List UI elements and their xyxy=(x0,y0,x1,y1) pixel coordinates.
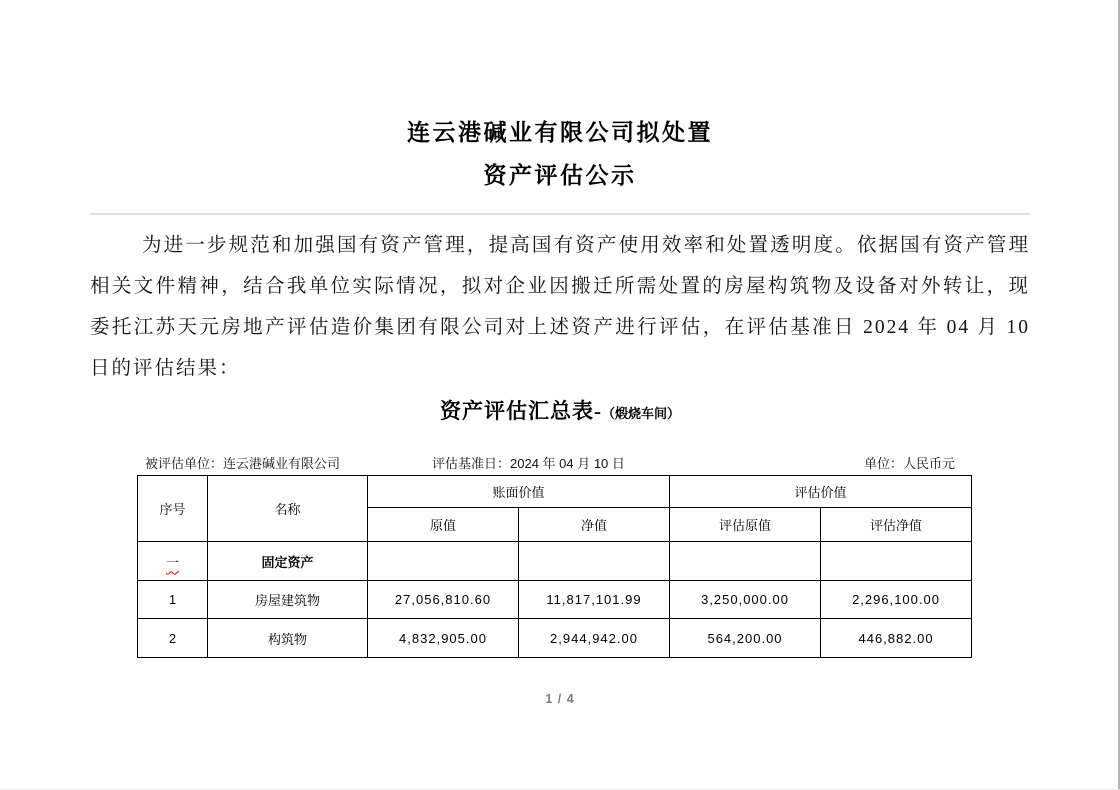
table-row xyxy=(138,581,972,619)
page-number: 1 / 4 xyxy=(545,692,575,706)
cell-eval-net: 446,882.00 xyxy=(821,619,972,658)
cell-name: 固定资产 xyxy=(208,542,368,581)
category-seq-text: 一 xyxy=(165,554,179,570)
cell-eval-original: 3,250,000.00 xyxy=(670,581,821,619)
header-eval-value-group: 评估价值 xyxy=(670,476,972,508)
table-title-main: 资产评估汇总表- xyxy=(439,399,602,423)
cell-original xyxy=(368,542,519,581)
valuation-base-date-label: 评估基准日：2024 年 04 月 10 日 xyxy=(432,456,625,471)
header-name: 名称 xyxy=(208,476,368,542)
header-eval-net-value: 评估净值 xyxy=(821,508,972,542)
cell-seq xyxy=(138,542,208,581)
asset-summary-table xyxy=(137,475,972,658)
evaluated-unit-label: 被评估单位：连云港碱业有限公司 xyxy=(145,456,341,471)
cell-seq: 1 xyxy=(138,581,208,619)
header-seq: 序号 xyxy=(138,476,208,542)
intro-paragraph: 为进一步规范和加强国有资产管理，提高国有资产使用效率和处置透明度。依据国有资产管理相关文件精神，结合我单位实际情况，拟对企业因搬迁所需处置的房屋构筑物及设备对外转让，现委托江苏天元房地产评估造价集团有限公司对上述资产进行评估，在评估基准日 2024 年 04 月 10 日的评估结果： xyxy=(90,235,1030,379)
table-section-title xyxy=(90,398,1030,427)
cell-eval-net xyxy=(821,542,972,581)
currency-unit-label: 单位：人民币元 xyxy=(863,456,955,471)
table-title-suffix: （煅烧车间） xyxy=(601,406,680,421)
section-divider xyxy=(90,213,1030,215)
header-net-value: 净值 xyxy=(519,508,670,542)
cell-seq: 2 xyxy=(138,619,208,658)
table-row xyxy=(138,619,972,658)
cell-net xyxy=(519,542,670,581)
cell-net: 11,817,101.99 xyxy=(519,581,670,619)
cell-eval-original: 564,200.00 xyxy=(670,619,821,658)
header-eval-original-value: 评估原值 xyxy=(670,508,821,542)
cell-eval-original xyxy=(670,542,821,581)
header-book-value-group: 账面价值 xyxy=(368,476,670,508)
cell-original: 27,056,810.60 xyxy=(368,581,519,619)
cell-original: 4,832,905.00 xyxy=(368,619,519,658)
document-title-line1: 连云港碱业有限公司拟处置 xyxy=(407,120,713,145)
document-title-line2: 资产评估公示 xyxy=(483,163,637,188)
table-meta-row xyxy=(137,453,971,471)
table-row-category xyxy=(138,542,972,581)
header-original-value: 原值 xyxy=(368,508,519,542)
cell-name: 房屋建筑物 xyxy=(208,581,368,619)
table-header-row-1 xyxy=(138,476,972,508)
cell-name: 构筑物 xyxy=(208,619,368,658)
cell-eval-net: 2,296,100.00 xyxy=(821,581,972,619)
cell-net: 2,944,942.00 xyxy=(519,619,670,658)
